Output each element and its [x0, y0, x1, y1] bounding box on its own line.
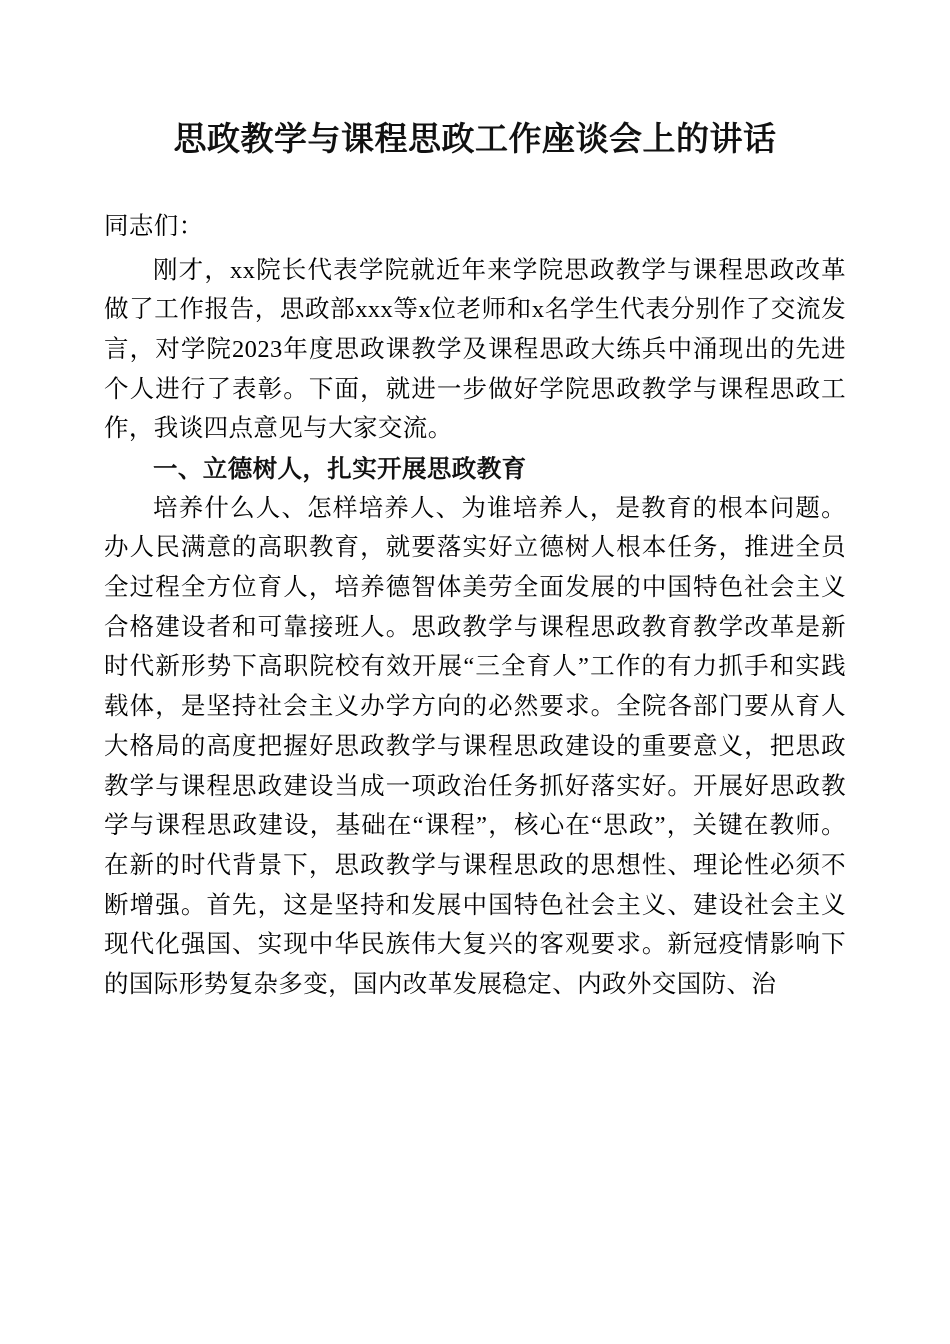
- paragraph-section-1-body: 培养什么人、怎样培养人、为谁培养人，是教育的根本问题。办人民满意的高职教育，就要落实好立德树人根本任务，推进全员全过程全方位育人，培养德智体美劳全面发展的中国特色社会主义合格建设者和可靠接班人。思政教学与课程思政教育教学改革是新时代新形势下高职院校有效开展“三全育人”工作的有力抓手和实践载体，是坚持社会主义办学方向的必然要求。全院各部门要从育人大格局的高度把握好思政教学与课程思政建设的重要意义，把思政教学与课程思政建设当成一项政治任务抓好落实好。开展好思政教学与课程思政建设，基础在“课程”，核心在“思政”，关键在教师。在新的时代背景下，思政教学与课程思政的思想性、理论性必须不断增强。首先，这是坚持和发展中国特色社会主义、建设社会主义现代化强国、实现中华民族伟大复兴的客观要求。新冠疫情影响下的国际形势复杂多变，国内改革发展稳定、内政外交国防、治: [104, 494, 846, 998]
- salutation: 同志们：: [104, 212, 204, 240]
- paragraph-intro: 刚才，xx院长代表学院就近年来学院思政教学与课程思政改革做了工作报告，思政部xxx等x位老师和x名学生代表分别作了交流发言，对学院2023年度思政课教学及课程思政大练兵中涌现出的先进个人进行了表彰。下面，就进一步做好学院思政教学与课程思政工作，我谈四点意见与大家交流。: [104, 256, 846, 443]
- section-heading-1: 一、立德树人，扎实开展思政教育: [153, 454, 527, 484]
- page-title: 思政教学与课程思政工作座谈会上的讲话: [173, 119, 777, 158]
